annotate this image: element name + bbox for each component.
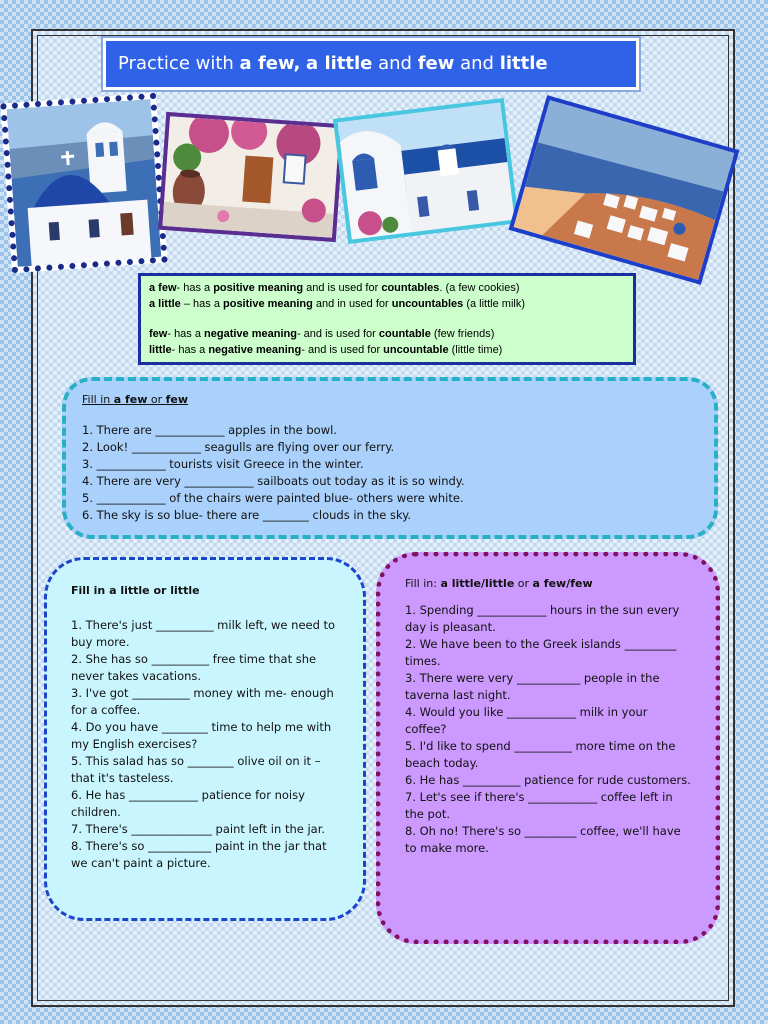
exercise-a-few-or-few [62, 377, 718, 539]
heading-term: a few [113, 393, 148, 406]
exercise-item: 6. He has __________ patience for rude customers. [405, 773, 691, 787]
exercise-item: 2. Look! ____________ seagulls are flying over our ferry. [82, 440, 395, 454]
exercise-item: 5. I'd like to spend __________ more time on the beach today. [405, 739, 676, 770]
rule-example: (few friends) [430, 328, 495, 340]
sea-view-terrace-photo [333, 98, 519, 244]
exercise-item: 8. Oh no! There's so _________ coffee, we'll have to make more. [405, 824, 681, 855]
exercise-item: 5. ____________ of the chairs were painted blue- others were white. [82, 491, 464, 505]
rule-text: - has a [167, 328, 205, 340]
exercise-item: 7. Let's see if there's ____________ coffee left in the pot. [405, 790, 673, 821]
rule-meaning: negative meaning [208, 344, 302, 356]
exercise-item: 5. This salad has so ________ olive oil on it – that it's tasteless. [71, 754, 321, 785]
grammar-rules-box [138, 273, 636, 365]
rule-noun-type: uncountables [391, 298, 464, 310]
rule-noun-type: uncountable [383, 344, 449, 356]
exercise-item: 8. There's so ___________ paint in the jar that we can't paint a picture. [71, 839, 327, 870]
exercise-heading: Fill in a little or little [71, 584, 200, 597]
heading-text: or [147, 393, 166, 406]
exercise-item: 3. ____________ tourists visit Greece in the winter. [82, 457, 364, 471]
heading-text: Fill in [82, 393, 114, 406]
exercise-heading [82, 391, 698, 408]
heading-term: few [165, 393, 189, 406]
rule-text: - and is used for [301, 344, 384, 356]
flower-courtyard-photo [158, 112, 344, 242]
title-and: and [372, 53, 418, 74]
exercise-item: 4. Do you have ________ time to help me with my English exercises? [71, 720, 332, 751]
rule-noun-type: countable [378, 328, 431, 340]
rule-spacer [149, 312, 625, 326]
rule-text: and in used for [312, 298, 392, 310]
title-term-little: little [499, 53, 548, 74]
rule-example: (little time) [448, 344, 503, 356]
exercise-item: 4. Would you like ____________ milk in your coffee? [405, 705, 648, 736]
page-title [103, 38, 639, 90]
exercise-item: 6. The sky is so blue- there are ________ clouds in the sky. [82, 508, 412, 522]
rule-term: a few [149, 282, 177, 294]
rule-meaning: positive meaning [213, 282, 304, 294]
exercise-item: 7. There's ______________ paint left in the jar. [71, 822, 326, 836]
title-prefix: Practice with [118, 53, 240, 74]
title-term-a-little: a little [306, 53, 373, 74]
title-term-a-few: a few, [239, 53, 301, 74]
exercise-item: 3. There were very ___________ people in the taverna last night. [405, 671, 660, 702]
exercise-item: 4. There are very ____________ sailboats out today as it is so windy. [82, 474, 465, 488]
exercise-a-little-or-little [44, 557, 366, 921]
rule-text: - has a [171, 344, 209, 356]
heading-term: a little/little [440, 577, 515, 590]
rule-meaning: positive meaning [223, 298, 313, 310]
rule-noun-type: countables [381, 282, 440, 294]
title-and-2: and [454, 53, 500, 74]
exercise-item: 2. We have been to the Greek islands _________ times. [405, 637, 677, 668]
exercise-list [82, 422, 698, 524]
exercise-item: 3. I've got __________ money with me- enough for a coffee. [71, 686, 334, 717]
exercise-item: 6. He has ____________ patience for noisy children. [71, 788, 305, 819]
rule-text: - has a [176, 282, 214, 294]
heading-text: or [514, 577, 533, 590]
rule-term: little [149, 344, 172, 356]
rule-term: a little [149, 298, 181, 310]
exercise-list [71, 617, 339, 872]
exercise-mixed [376, 552, 720, 944]
exercise-list [405, 602, 691, 857]
rule-example: (a little milk) [463, 298, 525, 310]
rule-few [149, 326, 625, 342]
rule-meaning: negative meaning [204, 328, 297, 340]
rule-example: . (a few cookies) [439, 282, 520, 294]
rule-a-little [149, 296, 625, 312]
rule-text: and is used for [303, 282, 382, 294]
rule-text: – has a [180, 298, 223, 310]
rule-term: few [149, 328, 168, 340]
heading-term: a few/few [532, 577, 593, 590]
exercise-heading [405, 575, 691, 592]
rule-text: - and is used for [296, 328, 379, 340]
church-dome-photo [0, 93, 167, 273]
rule-a-few [149, 280, 625, 296]
exercise-item: 1. There's just __________ milk left, we need to buy more. [71, 618, 336, 649]
exercise-item: 1. Spending ____________ hours in the sun every day is pleasant. [405, 603, 680, 634]
heading-text: Fill in: [405, 577, 441, 590]
rule-little [149, 342, 625, 358]
exercise-item: 2. She has so __________ free time that she never takes vacations. [71, 652, 317, 683]
exercise-item: 1. There are ____________ apples in the bowl. [82, 423, 337, 437]
title-term-few: few [417, 53, 455, 74]
